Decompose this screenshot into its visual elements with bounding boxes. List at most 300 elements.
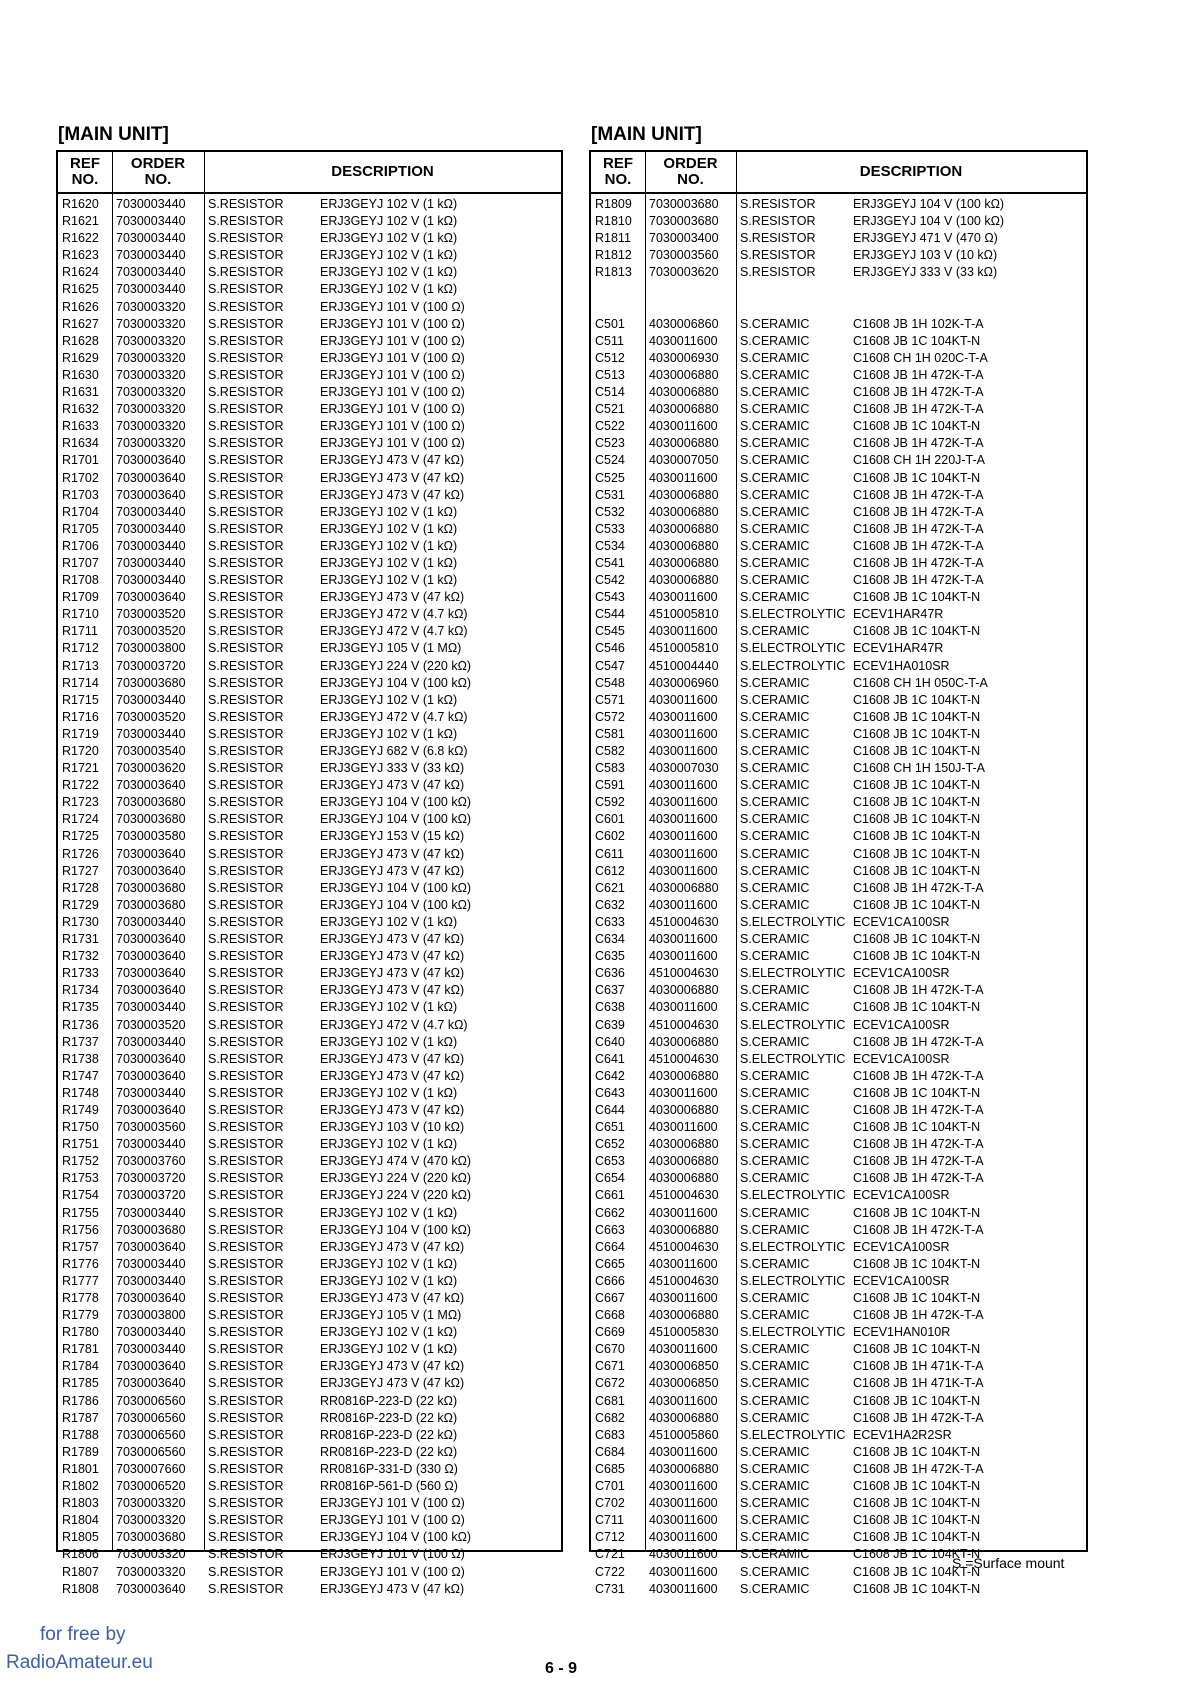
table-row (591, 982, 1086, 999)
table-row (591, 743, 1086, 760)
ref-no-cell: C531 (595, 487, 625, 502)
part-spec-cell: ERJ3GEYJ 101 V (100 Ω) (320, 1513, 465, 1528)
part-spec-cell: C1608 CH 1H 220J-T-A (853, 453, 986, 468)
ref-no-cell: R1780 (62, 1325, 99, 1340)
part-type-cell: S.RESISTOR (208, 624, 284, 639)
part-type-cell: S.CERAMIC (740, 436, 810, 451)
order-no-cell: 4030006880 (649, 1102, 719, 1117)
table-row (591, 384, 1086, 401)
order-no-cell: 7030003320 (116, 333, 186, 348)
ref-no-cell: R1785 (62, 1376, 99, 1391)
order-no-cell: 7030003680 (116, 675, 186, 690)
ref-no-cell: C638 (595, 1000, 625, 1015)
part-spec-cell: ERJ3GEYJ 101 V (100 Ω) (320, 385, 465, 400)
part-type-cell: S.CERAMIC (740, 419, 810, 434)
ref-no-cell: C632 (595, 897, 625, 912)
table-row (591, 1444, 1086, 1461)
ref-no-cell: C672 (595, 1376, 625, 1391)
part-spec-cell: ERJ3GEYJ 473 V (47 kΩ) (320, 778, 465, 793)
ref-no-cell: R1737 (62, 1034, 99, 1049)
order-no-cell: 7030006520 (116, 1479, 186, 1494)
part-spec-cell: ERJ3GEYJ 102 V (1 kΩ) (320, 692, 458, 707)
order-no-cell: 7030003440 (116, 573, 186, 588)
part-spec-cell: C1608 JB 1C 104KT-N (853, 863, 981, 878)
order-no-cell: 7030003440 (116, 914, 186, 929)
part-type-cell: S.RESISTOR (208, 453, 284, 468)
part-type-cell: S.CERAMIC (740, 1359, 810, 1374)
page-number: 6 - 9 (545, 1660, 578, 1677)
part-spec-cell: ERJ3GEYJ 104 V (100 kΩ) (320, 1530, 472, 1545)
part-spec-cell: RR0816P-223-D (22 kΩ) (320, 1444, 458, 1459)
part-type-cell: S.RESISTOR (208, 692, 284, 707)
part-spec-cell: C1608 JB 1H 472K-T-A (853, 487, 984, 502)
table-row (58, 1495, 561, 1512)
ref-no-header-line1: REF (70, 155, 100, 172)
part-type-cell: S.CERAMIC (740, 863, 810, 878)
order-no-cell: 4030011600 (649, 1496, 718, 1511)
order-no-cell: 4030011600 (649, 709, 718, 724)
ref-no-cell: R1715 (62, 692, 99, 707)
part-spec-cell: ECEV1HA2R2SR (853, 1427, 952, 1442)
order-no-cell: 7030003640 (116, 778, 186, 793)
part-type-cell: S.CERAMIC (740, 1137, 810, 1152)
table-row (591, 794, 1086, 811)
order-no-cell: 7030003640 (116, 1051, 186, 1066)
description-header: DESCRIPTION (859, 163, 963, 180)
ref-no-cell: R1703 (62, 487, 99, 502)
ref-no-cell: R1803 (62, 1496, 99, 1511)
part-type-cell: S.RESISTOR (208, 1034, 284, 1049)
table-row (591, 487, 1086, 504)
table-row (591, 435, 1086, 452)
ref-no-cell: R1806 (62, 1547, 99, 1562)
part-spec-cell: ERJ3GEYJ 102 V (1 kΩ) (320, 282, 458, 297)
order-no-cell: 7030003720 (116, 1188, 186, 1203)
ref-no-cell: C521 (595, 402, 625, 417)
ref-no-cell: R1788 (62, 1427, 99, 1442)
table-row (591, 1205, 1086, 1222)
table-row (591, 281, 1086, 298)
order-no-cell: 7030003680 (649, 214, 719, 229)
ref-no-cell: C522 (595, 419, 625, 434)
ref-no-cell: C525 (595, 470, 625, 485)
order-no-cell: 4030011600 (649, 1342, 718, 1357)
order-no-cell: 4030011600 (649, 846, 718, 861)
ref-no-cell: R1705 (62, 521, 99, 536)
table-row (591, 1017, 1086, 1034)
ref-no-cell: C524 (595, 453, 625, 468)
table-row (58, 965, 561, 982)
ref-no-cell: C670 (595, 1342, 625, 1357)
ref-no-cell: C685 (595, 1461, 625, 1476)
part-type-cell: S.RESISTOR (208, 726, 284, 741)
ref-no-cell: R1753 (62, 1171, 99, 1186)
order-no-cell: 4030006880 (649, 1222, 719, 1237)
table-row (591, 213, 1086, 230)
ref-no-cell: C612 (595, 863, 625, 878)
part-spec-cell: C1608 JB 1H 472K-T-A (853, 1137, 984, 1152)
order-no-cell: 4030011600 (649, 1256, 718, 1271)
order-no-cell: 4510004630 (649, 966, 719, 981)
part-spec-cell: ERJ3GEYJ 102 V (1 kΩ) (320, 214, 458, 229)
part-type-cell: S.CERAMIC (740, 350, 810, 365)
part-spec-cell: ECEV1CA100SR (853, 1188, 950, 1203)
part-type-cell: S.RESISTOR (208, 1291, 284, 1305)
table-row (58, 999, 561, 1016)
table-row (591, 316, 1086, 333)
part-type-cell: S.RESISTOR (208, 402, 284, 417)
order-no-cell: 4030006880 (649, 1137, 719, 1152)
part-spec-cell: C1608 JB 1C 104KT-N (853, 692, 981, 707)
part-spec-cell: ERJ3GEYJ 104 V (100 kΩ) (320, 880, 472, 895)
order-no-cell: 4030006860 (649, 316, 719, 331)
right-section-title: [MAIN UNIT] (591, 124, 702, 145)
part-type-cell: S.RESISTOR (208, 966, 284, 981)
part-type-cell: S.RESISTOR (208, 863, 284, 878)
table-row (58, 230, 561, 247)
part-spec-cell: C1608 JB 1C 104KT-N (853, 1547, 981, 1562)
order-no-cell: 7030006560 (116, 1444, 186, 1459)
ref-no-cell: C663 (595, 1222, 625, 1237)
order-no-cell: 4030006850 (649, 1376, 719, 1391)
table-row (58, 1273, 561, 1290)
order-no-header-line1: ORDER (663, 155, 718, 172)
order-no-cell: 4030007030 (649, 761, 719, 776)
part-type-cell: S.CERAMIC (740, 1444, 810, 1459)
order-no-cell: 4030011600 (649, 1120, 718, 1135)
part-spec-cell: ECEV1CA100SR (853, 1017, 950, 1032)
part-spec-cell: ERJ3GEYJ 473 V (47 kΩ) (320, 1102, 465, 1117)
order-no-cell: 7030003440 (116, 1325, 186, 1340)
part-spec-cell: C1608 JB 1C 104KT-N (853, 1564, 981, 1579)
part-type-cell: S.RESISTOR (208, 385, 284, 400)
part-spec-cell: ERJ3GEYJ 473 V (47 kΩ) (320, 983, 465, 998)
ref-no-cell: R1632 (62, 402, 99, 417)
order-no-cell: 7030003640 (116, 932, 186, 947)
ref-no-cell: R1720 (62, 744, 99, 758)
order-no-cell: 4030006880 (649, 402, 719, 417)
part-type-cell: S.RESISTOR (740, 214, 816, 229)
part-type-cell: S.RESISTOR (208, 880, 284, 895)
order-no-cell: 7030003440 (116, 538, 186, 553)
table-row (58, 487, 561, 504)
part-spec-cell: ERJ3GEYJ 102 V (1 kΩ) (320, 521, 458, 536)
part-type-cell: S.RESISTOR (208, 231, 284, 246)
order-no-cell: 4030006930 (649, 350, 719, 365)
part-spec-cell: C1608 JB 1C 104KT-N (853, 1530, 981, 1545)
table-row (591, 1239, 1086, 1256)
order-no-cell: 4030006880 (649, 436, 719, 451)
part-spec-cell: ERJ3GEYJ 102 V (1 kΩ) (320, 504, 458, 519)
part-spec-cell: C1608 JB 1C 104KT-N (853, 1444, 981, 1459)
table-row (58, 247, 561, 264)
part-spec-cell: C1608 JB 1H 472K-T-A (853, 573, 984, 588)
part-type-cell: S.RESISTOR (208, 316, 284, 331)
ref-no-cell: C636 (595, 966, 625, 981)
ref-no-cell: R1709 (62, 590, 99, 605)
part-type-cell: S.ELECTROLYTIC (740, 1239, 846, 1254)
table-row (58, 538, 561, 555)
table-row (58, 1375, 561, 1392)
part-type-cell: S.RESISTOR (208, 641, 284, 656)
table-row (58, 1290, 561, 1307)
table-row (591, 914, 1086, 931)
part-spec-cell: ERJ3GEYJ 103 V (10 kΩ) (853, 248, 998, 263)
part-spec-cell: ECEV1HAR47R (853, 641, 944, 656)
table-row (58, 743, 561, 760)
part-spec-cell: ERJ3GEYJ 473 V (47 kΩ) (320, 1068, 465, 1083)
ref-no-cell: R1784 (62, 1359, 99, 1374)
ref-no-cell: C669 (595, 1325, 625, 1340)
ref-no-cell: C592 (595, 795, 625, 810)
part-type-cell: S.RESISTOR (208, 1171, 284, 1186)
part-spec-cell: C1608 JB 1H 472K-T-A (853, 1222, 984, 1237)
table-row (591, 777, 1086, 794)
ref-no-cell: C664 (595, 1239, 625, 1254)
part-type-cell: S.RESISTOR (208, 1444, 284, 1459)
part-spec-cell: ERJ3GEYJ 102 V (1 kΩ) (320, 265, 458, 280)
part-spec-cell: ERJ3GEYJ 224 V (220 kΩ) (320, 1188, 472, 1203)
part-spec-cell: ERJ3GEYJ 101 V (100 Ω) (320, 1564, 465, 1579)
part-type-cell: S.RESISTOR (208, 555, 284, 570)
table-row (58, 982, 561, 999)
table-row (591, 1273, 1086, 1290)
order-no-cell: 7030003640 (116, 1359, 186, 1374)
part-type-cell: S.RESISTOR (208, 1393, 284, 1408)
ref-no-cell: C684 (595, 1444, 625, 1459)
order-no-cell: 7030003680 (116, 897, 186, 912)
table-row (591, 504, 1086, 521)
ref-no-cell: C547 (595, 658, 625, 673)
order-no-cell: 7030003640 (116, 1239, 186, 1254)
ref-no-cell: R1738 (62, 1051, 99, 1066)
part-spec-cell: C1608 JB 1C 104KT-N (853, 949, 981, 964)
table-row (58, 828, 561, 845)
part-spec-cell: C1608 JB 1C 104KT-N (853, 778, 981, 793)
ref-no-cell: R1802 (62, 1479, 99, 1494)
part-spec-cell: C1608 JB 1C 104KT-N (853, 932, 981, 947)
part-spec-cell: C1608 JB 1C 104KT-N (853, 1291, 981, 1305)
part-spec-cell: ERJ3GEYJ 104 V (100 kΩ) (320, 795, 472, 810)
part-type-cell: S.RESISTOR (208, 1273, 284, 1288)
ref-no-cell: R1629 (62, 350, 99, 365)
part-type-cell: S.RESISTOR (208, 470, 284, 485)
table-row (58, 1427, 561, 1444)
ref-no-cell: R1733 (62, 966, 99, 981)
table-row (591, 1307, 1086, 1324)
part-spec-cell: C1608 JB 1H 472K-T-A (853, 504, 984, 519)
part-spec-cell: RR0816P-223-D (22 kΩ) (320, 1427, 458, 1442)
part-type-cell: S.RESISTOR (208, 1325, 284, 1340)
order-no-cell: 7030003640 (116, 1376, 186, 1391)
part-type-cell: S.RESISTOR (208, 829, 284, 844)
table-row (591, 1153, 1086, 1170)
table-row (58, 1546, 561, 1563)
table-row (591, 1529, 1086, 1546)
part-type-cell: S.RESISTOR (208, 897, 284, 912)
part-spec-cell: C1608 JB 1H 472K-T-A (853, 436, 984, 451)
table-row (591, 1085, 1086, 1102)
part-type-cell: S.RESISTOR (208, 1017, 284, 1032)
table-row (591, 1375, 1086, 1392)
ref-no-cell: C665 (595, 1256, 625, 1271)
part-spec-cell: ERJ3GEYJ 102 V (1 kΩ) (320, 1256, 458, 1271)
table-row (591, 418, 1086, 435)
table-row (591, 675, 1086, 692)
part-spec-cell: ERJ3GEYJ 473 V (47 kΩ) (320, 846, 465, 861)
ref-no-cell: C611 (595, 846, 624, 861)
order-no-cell: 4030011600 (649, 932, 718, 947)
part-spec-cell: ERJ3GEYJ 473 V (47 kΩ) (320, 863, 465, 878)
order-no-cell: 7030003440 (116, 282, 186, 297)
table-row (58, 897, 561, 914)
part-type-cell: S.CERAMIC (740, 795, 810, 810)
ref-no-cell: C701 (595, 1479, 625, 1494)
part-type-cell: S.RESISTOR (208, 1188, 284, 1203)
part-type-cell: S.CERAMIC (740, 778, 810, 793)
order-no-cell: 4030006880 (649, 1308, 719, 1323)
table-row (58, 367, 561, 384)
table-row (58, 435, 561, 452)
ref-no-cell: C548 (595, 675, 625, 690)
part-type-cell: S.ELECTROLYTIC (740, 1188, 846, 1203)
part-type-cell: S.RESISTOR (208, 812, 284, 827)
ref-no-cell: C682 (595, 1410, 625, 1425)
part-type-cell: S.RESISTOR (208, 761, 284, 776)
order-no-cell: 4510004630 (649, 1273, 719, 1288)
ref-no-cell: R1623 (62, 248, 99, 263)
part-spec-cell: RR0816P-561-D (560 Ω) (320, 1479, 458, 1494)
part-spec-cell: ERJ3GEYJ 473 V (47 kΩ) (320, 932, 465, 947)
table-row (591, 555, 1086, 572)
part-spec-cell: ERJ3GEYJ 473 V (47 kΩ) (320, 1291, 465, 1305)
ref-no-cell: C541 (595, 555, 625, 570)
ref-no-cell: R1804 (62, 1513, 99, 1528)
part-spec-cell: C1608 JB 1H 472K-T-A (853, 1102, 984, 1117)
table-row (591, 1136, 1086, 1153)
order-no-cell: 7030003680 (116, 795, 186, 810)
order-no-cell: 7030003320 (116, 299, 186, 314)
part-spec-cell: C1608 JB 1C 104KT-N (853, 1120, 981, 1135)
order-no-cell: 4030006880 (649, 538, 719, 553)
order-no-cell: 4030011600 (649, 1513, 718, 1528)
part-type-cell: S.RESISTOR (208, 1000, 284, 1015)
table-row (58, 1307, 561, 1324)
table-row (58, 948, 561, 965)
part-spec-cell: C1608 JB 1C 104KT-N (853, 590, 981, 605)
part-spec-cell: C1608 JB 1H 472K-T-A (853, 385, 984, 400)
ref-no-cell: C712 (595, 1530, 625, 1545)
table-row (58, 914, 561, 931)
part-type-cell: S.CERAMIC (740, 316, 810, 331)
order-no-cell: 7030003800 (116, 1308, 186, 1323)
table-row (58, 1222, 561, 1239)
ref-no-cell: R1786 (62, 1393, 99, 1408)
order-no-header-line2: NO. (144, 171, 172, 188)
part-spec-cell: C1608 JB 1C 104KT-N (853, 1496, 981, 1511)
part-type-cell: S.RESISTOR (208, 1496, 284, 1511)
ref-no-cell: C662 (595, 1205, 625, 1220)
part-spec-cell: ERJ3GEYJ 682 V (6.8 kΩ) (320, 744, 468, 758)
part-spec-cell: C1608 CH 1H 020C-T-A (853, 350, 988, 365)
table-row (591, 572, 1086, 589)
part-type-cell: S.CERAMIC (740, 538, 810, 553)
order-no-cell: 4030006880 (649, 1154, 719, 1169)
order-no-cell: 4510004630 (649, 1051, 719, 1066)
table-row (591, 948, 1086, 965)
table-row (591, 1427, 1086, 1444)
part-spec-cell: ERJ3GEYJ 104 V (100 kΩ) (320, 675, 472, 690)
part-spec-cell: ERJ3GEYJ 105 V (1 MΩ) (320, 641, 462, 656)
order-no-cell: 7030003440 (116, 1034, 186, 1049)
ref-no-cell: C642 (595, 1068, 625, 1083)
ref-no-cell: C601 (595, 812, 625, 827)
part-type-cell: S.RESISTOR (208, 1410, 284, 1425)
table-row (58, 401, 561, 418)
part-spec-cell: C1608 JB 1H 472K-T-A (853, 983, 984, 998)
part-type-cell: S.CERAMIC (740, 521, 810, 536)
part-type-cell: S.RESISTOR (208, 1068, 284, 1083)
part-type-cell: S.ELECTROLYTIC (740, 658, 846, 673)
order-no-cell: 7030003680 (116, 880, 186, 895)
part-spec-cell: C1608 JB 1C 104KT-N (853, 1342, 981, 1357)
ref-no-cell: R1736 (62, 1017, 99, 1032)
ref-no-cell: C532 (595, 504, 625, 519)
part-type-cell: S.CERAMIC (740, 1120, 810, 1135)
part-spec-cell: ERJ3GEYJ 102 V (1 kΩ) (320, 1273, 458, 1288)
part-type-cell: S.RESISTOR (208, 487, 284, 502)
part-spec-cell: ERJ3GEYJ 473 V (47 kΩ) (320, 453, 465, 468)
table-row (58, 1564, 561, 1581)
part-spec-cell: ERJ3GEYJ 473 V (47 kΩ) (320, 1376, 465, 1391)
order-no-cell: 7030006560 (116, 1410, 186, 1425)
order-no-cell: 4030011600 (649, 333, 718, 348)
part-type-cell: S.CERAMIC (740, 1102, 810, 1117)
part-spec-cell: ERJ3GEYJ 473 V (47 kΩ) (320, 1051, 465, 1066)
order-no-cell: 4030011600 (649, 1530, 718, 1545)
part-type-cell: S.CERAMIC (740, 744, 810, 758)
table-row (591, 640, 1086, 657)
part-spec-cell: C1608 JB 1H 472K-T-A (853, 1154, 984, 1169)
description-header: DESCRIPTION (331, 163, 434, 180)
part-type-cell: S.RESISTOR (208, 590, 284, 605)
table-row (58, 777, 561, 794)
order-no-cell: 4510005810 (649, 641, 719, 656)
part-spec-cell: C1608 JB 1H 471K-T-A (853, 1359, 984, 1374)
part-spec-cell: C1608 JB 1H 472K-T-A (853, 1461, 984, 1476)
part-spec-cell: C1608 JB 1C 104KT-N (853, 1000, 981, 1015)
part-type-cell: S.CERAMIC (740, 709, 810, 724)
order-no-cell: 7030003640 (116, 590, 186, 605)
part-type-cell: S.CERAMIC (740, 949, 810, 964)
ref-no-cell: C722 (595, 1564, 625, 1579)
ref-no-cell: R1756 (62, 1222, 99, 1237)
part-type-cell: S.RESISTOR (208, 1222, 284, 1237)
part-spec-cell: C1608 JB 1C 104KT-N (853, 1513, 981, 1528)
ref-no-cell: R1626 (62, 299, 99, 314)
order-no-cell: 4030006880 (649, 521, 719, 536)
part-type-cell: S.RESISTOR (208, 573, 284, 588)
part-spec-cell: ERJ3GEYJ 103 V (10 kΩ) (320, 1120, 465, 1135)
order-no-cell: 7030003640 (116, 1068, 186, 1083)
part-spec-cell: C1608 JB 1C 104KT-N (853, 419, 981, 434)
part-spec-cell: C1608 JB 1H 472K-T-A (853, 367, 984, 382)
part-spec-cell: ERJ3GEYJ 104 V (100 kΩ) (320, 1222, 472, 1237)
part-spec-cell: ERJ3GEYJ 153 V (15 kΩ) (320, 829, 465, 844)
table-row (591, 264, 1086, 281)
part-spec-cell: RR0816P-223-D (22 kΩ) (320, 1410, 458, 1425)
part-spec-cell: ERJ3GEYJ 473 V (47 kΩ) (320, 470, 465, 485)
